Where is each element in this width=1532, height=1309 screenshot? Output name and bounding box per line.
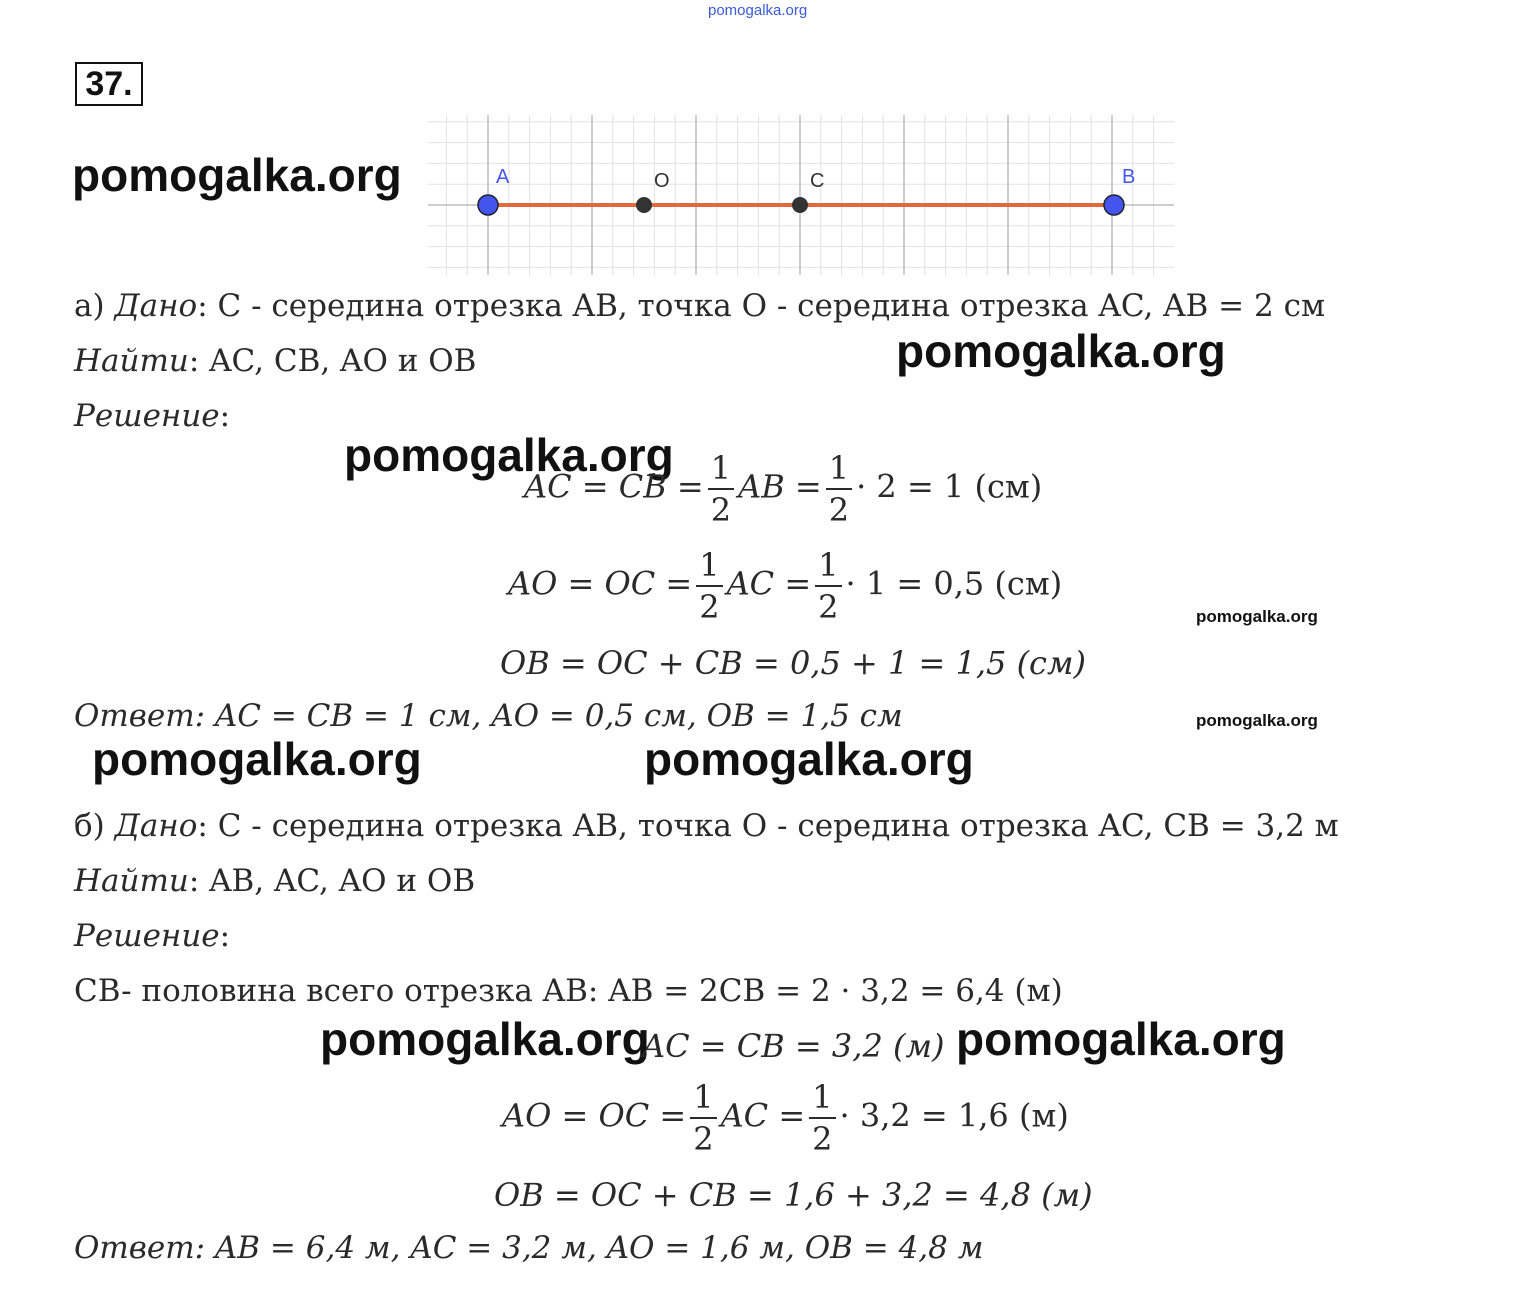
point-a — [478, 195, 498, 215]
part-a-eq2: AO = OC = $\frac{1}{2}$ AC = $\frac{1}{2}$ · 1 = 0,5 (см) — [508, 546, 1063, 626]
label-c: C — [810, 170, 825, 192]
watermark: pomogalka.org — [344, 429, 674, 481]
part-b-eq2: AO = OC = $\frac{1}{2}$ AC = $\frac{1}{2}$ · 3,2 = 1,6 (м) — [502, 1078, 1069, 1158]
watermark: pomogalka.org — [92, 733, 422, 785]
point-b — [1104, 195, 1124, 215]
label-b: B — [1122, 166, 1136, 188]
part-b-solution-label: Решение: — [74, 918, 231, 954]
label-a: A — [496, 166, 510, 188]
part-a-eq3: OB = OC + CB = 0,5 + 1 = 1,5 (см) — [500, 644, 1086, 682]
part-a-solution-label: Решение: — [74, 398, 231, 434]
watermark: pomogalka.org — [644, 733, 974, 785]
watermark: pomogalka.org — [72, 149, 402, 201]
part-a-answer: Ответ: AC = CB = 1 см, AO = 0,5 см, OB = 1,5 см — [74, 698, 903, 734]
part-a-eq1: AC = CB = $\frac{1}{2}$ AB = $\frac{1}{2}$ · 2 = 1 (см) — [524, 449, 1043, 529]
watermark: pomogalka.org — [896, 325, 1226, 377]
problem-number: 37. — [75, 62, 143, 106]
part-a-given: а) Дано: C - середина отрезка AB, точка O - середина отрезка AC, AB = 2 см — [74, 288, 1326, 324]
point-c — [792, 197, 808, 213]
part-b-find: Найти: AB, AC, AO и OB — [74, 863, 476, 899]
point-o — [636, 197, 652, 213]
segment-diagram — [428, 115, 1174, 275]
part-b-line1: CB- половина всего отрезка AB: AB = 2CB = 2 · 3,2 = 6,4 (м) — [74, 973, 1063, 1009]
grid — [428, 115, 1174, 275]
part-a-find: Найти: AC, CB, AO и OB — [74, 343, 477, 379]
part-b-eq3: OB = OC + CB = 1,6 + 3,2 = 4,8 (м) — [494, 1176, 1093, 1214]
label-o: O — [654, 170, 670, 192]
watermark: pomogalka.org — [320, 1013, 650, 1065]
grid-major — [488, 115, 1112, 275]
watermark: pomogalka.org — [956, 1013, 1286, 1065]
watermark: pomogalka.org — [1196, 711, 1318, 730]
watermark: pomogalka.org — [1196, 607, 1318, 626]
part-b-answer: Ответ: AB = 6,4 м, AC = 3,2 м, AO = 1,6 м, OB = 4,8 м — [74, 1230, 984, 1266]
top-watermark: pomogalka.org — [708, 2, 808, 19]
part-b-given: б) Дано: C - середина отрезка AB, точка O - середина отрезка AC, CB = 3,2 м — [74, 808, 1339, 844]
part-b-eq1: AC = CB = 3,2 (м) — [642, 1027, 945, 1065]
